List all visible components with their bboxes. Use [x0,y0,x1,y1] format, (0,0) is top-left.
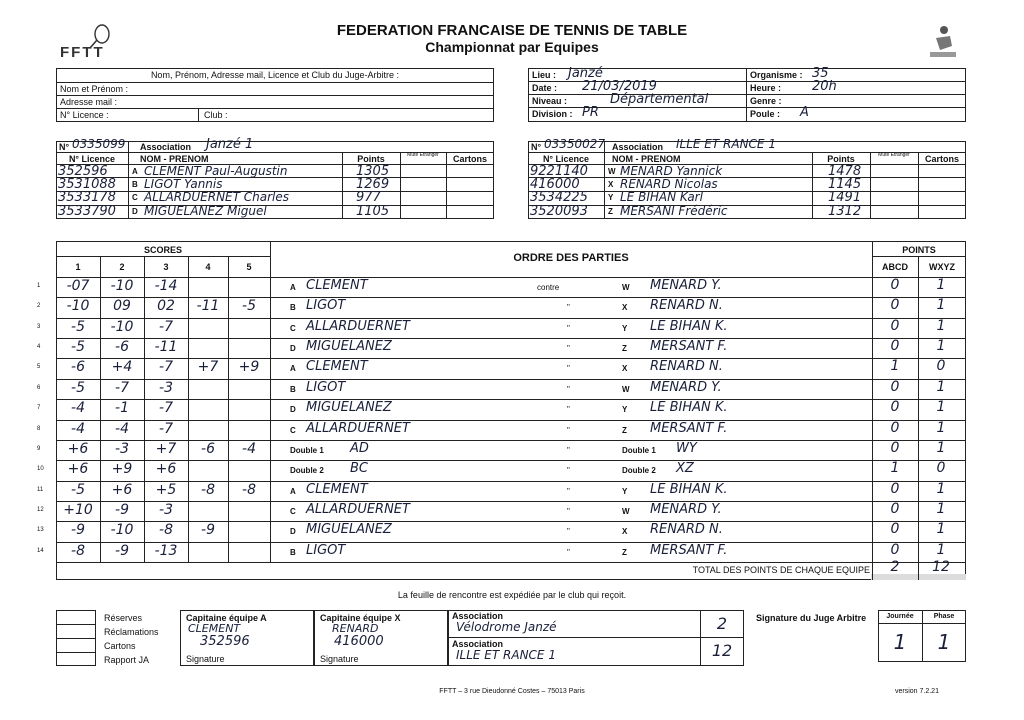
set-score: -5 [242,298,256,315]
team-x-cartons-header: Cartons [924,154,959,164]
player-a-name: AD [350,440,369,456]
player-a-name: ALLARDUERNET [306,501,410,517]
captain-a-name: CLEMENT [188,622,241,635]
set-header: 3 [163,262,169,272]
set-score: -6 [115,339,129,356]
set-score: +10 [63,501,93,518]
assoc-a-name: Vélodrome Janzé [456,620,557,634]
set-score: +9 [111,461,133,478]
contre-label: " [567,364,570,374]
poule-value: A [800,105,809,120]
set-score: -6 [71,359,85,376]
team-x-no-label: N° [531,142,542,152]
set-score: -1 [115,400,129,417]
player-name: LE BIHAN Karl [620,190,703,204]
assoc-x-name: ILLE ET RANCE 1 [456,648,556,662]
player-x-name: LE BIHAN K. [650,400,728,416]
player-a-letter: D [290,344,296,354]
player-points: 1312 [828,204,862,219]
player-points: 1269 [356,177,390,192]
player-x-letter: Z [622,344,627,354]
player-a-letter: B [290,303,296,313]
player-points: 1145 [828,177,862,192]
reserves-label: Réserves [104,613,143,623]
set-score: -8 [159,522,173,539]
set-score: 09 [113,298,131,315]
phase-value: 1 [937,630,951,654]
contre-label: " [567,527,570,537]
set-score: +6 [67,461,89,478]
set-score: -9 [201,522,215,539]
row-number: 14 [37,547,44,554]
set-score: -7 [159,359,173,376]
player-x-name: RENARD N. [650,359,723,375]
team-a-no-label: N° [59,142,70,152]
contre-label: " [567,344,570,354]
player-a-letter: B [290,384,296,394]
player-letter: C [132,193,138,202]
points-wxyz: 1 [936,317,946,334]
fftt-logo [56,20,126,62]
set-score: +6 [111,481,133,498]
captain-a-licence: 352596 [200,634,250,649]
player-a-name: LIGOT [306,298,346,314]
captain-x-name: RENARD [332,622,379,635]
player-a-name: BC [350,461,368,477]
rapport-label: Rapport JA [104,655,150,665]
points-wxyz: 0 [936,460,946,477]
row-number: 5 [37,364,41,371]
assoc-x-label: Association [452,639,504,649]
player-x-letter: Z [622,425,627,435]
player-name: MERSANI Frédéric [620,204,728,218]
set-score: -3 [159,379,173,396]
player-x-letter: Double 2 [622,466,656,476]
set-score: -10 [66,298,90,315]
licence: 3533790 [58,204,116,219]
points-wxyz: 1 [936,541,946,558]
points-wxyz: 1 [936,338,946,355]
set-score: -5 [71,318,85,335]
row-number: 10 [37,466,44,473]
points-wxyz: 1 [936,500,946,517]
captain-x-label: Capitaine équipe X [320,613,401,623]
team-x-mute-header: Muté Etranger [878,152,910,158]
team-x-licence-header: N° Licence [542,154,590,164]
player-points: 1305 [356,164,390,179]
date-value: 21/03/2019 [582,79,657,94]
team-x-assoc-label: Association [612,142,664,152]
licence: 3533178 [58,190,116,205]
set-score: +7 [155,440,177,457]
player-x-name: MENARD Y. [650,379,722,395]
team-x-number: 03350027 [544,137,606,151]
player-a-name: CLEMENT [306,359,368,375]
player-a-letter: D [290,527,296,537]
player-a-letter: C [290,506,296,516]
player-x-name: LE BIHAN K. [650,481,728,497]
set-score: -4 [242,440,256,457]
set-score: -5 [71,339,85,356]
player-a-letter: A [290,486,296,496]
player-x-name: MERSANT F. [650,339,728,355]
set-score: -6 [201,440,215,457]
set-score: -5 [71,379,85,396]
set-score: -13 [154,542,178,559]
set-header: 4 [205,262,211,272]
licence: 9221140 [530,164,588,179]
licence: 3534225 [530,190,588,205]
player-a-letter: B [290,547,296,557]
points-wxyz: 1 [936,399,946,416]
genre-label: Genre : [750,96,782,106]
player-a-letter: A [290,364,296,374]
contre-label: " [567,384,570,394]
player-a-letter: A [290,283,296,292]
player-a-name: LIGOT [306,379,346,395]
contre-label: " [567,323,570,333]
player-x-name: RENARD N. [650,522,723,538]
set-score: -8 [242,481,256,498]
row-number: 3 [37,323,41,330]
points-title: POINTS [902,245,936,255]
set-score: +7 [197,359,219,376]
row-number: 7 [37,405,41,412]
set-score: +5 [155,481,177,498]
player-a-name: ALLARDUERNET [306,318,410,334]
points-abcd: 0 [890,541,900,558]
total-x: 12 [932,559,950,575]
set-score: -10 [110,522,134,539]
set-score: -7 [159,400,173,417]
row-number: 9 [37,445,41,452]
referee-title: Nom, Prénom, Adresse mail, Licence et Club du Juge-Arbitre : [150,70,400,80]
journee-value: 1 [893,630,907,654]
contre-label: " [567,405,570,415]
player-letter: D [132,207,138,216]
player-name: MENARD Yannick [620,164,723,178]
journee-label: Journée [886,613,914,620]
set-score: -14 [154,278,178,294]
player-x-letter: X [622,364,628,374]
row-number: 13 [37,527,44,534]
set-score: -9 [115,501,129,518]
assoc-a-label: Association [452,611,504,621]
federation-title: FEDERATION FRANCAISE DE TENNIS DE TABLE [336,22,688,39]
player-x-name: LE BIHAN K. [650,318,728,334]
player-a-name: MIGUELANEZ [306,400,392,416]
points-wxyz: 1 [936,419,946,436]
set-score: -5 [71,481,85,498]
set-score: +4 [111,359,133,376]
team-a-number: 0335099 [72,137,126,151]
points-abcd: 0 [890,399,900,416]
footer-address: FFTT – 3 rue Dieudonné Costes – 75013 Paris [439,688,585,695]
licence: 416000 [530,177,580,192]
row-number: 8 [37,425,41,432]
points-wxyz: 1 [936,378,946,395]
contre-label: " [567,486,570,496]
player-points: 1491 [828,190,862,205]
points-wxyz: 0 [936,358,946,375]
phase-label: Phase [933,613,955,620]
player-name: MIGUELANEZ Miguel [144,204,267,218]
set-score: 02 [157,298,175,315]
player-a-letter: C [290,425,296,435]
points-abcd: 0 [890,317,900,334]
points-wxyz: 1 [936,480,946,497]
points-abcd: 0 [890,480,900,497]
page-subtitle: Championnat par Equipes [425,39,599,55]
score-x: 12 [711,641,733,660]
player-points: 1105 [356,204,390,219]
player-a-letter: D [290,405,296,415]
points-abcd: 0 [890,500,900,517]
referee-name-label: Nom et Prénom : [60,84,129,94]
set-score: -10 [110,318,134,335]
team-a-mute-header: Muté Etranger [407,152,439,158]
points-abcd: 0 [890,277,900,293]
licence: 352596 [58,164,108,179]
points-abcd: 1 [890,460,900,477]
row-number: 4 [37,344,41,351]
player-x-letter: Y [622,405,628,415]
player-x-name: WY [676,440,697,456]
contre-label: " [567,506,570,516]
row-number: 6 [37,384,41,391]
abcd-header: ABCD [882,262,908,272]
version-label: version 7.2.21 [895,688,939,695]
player-letter: Y [608,193,614,202]
player-x-letter: X [622,303,628,313]
team-x-name-header: NOM - PRENOM [612,154,681,164]
points-wxyz: 1 [936,277,946,293]
player-name: LIGOT Yannis [144,177,223,191]
set-score: -4 [71,400,85,417]
contre-label: " [567,466,570,476]
set-header: 5 [246,262,252,272]
logo-text: FFTT [60,44,105,61]
order-title: ORDRE DES PARTIES [513,252,629,264]
heure-value: 20h [812,79,837,94]
set-score: -3 [159,501,173,518]
player-a-name: ALLARDUERNET [306,420,410,436]
wxyz-header: WXYZ [929,262,955,272]
set-header: 1 [75,262,81,272]
contre-label: " [567,425,570,435]
niveau-label: Niveau : [532,96,568,106]
player-letter: W [608,167,616,176]
player-a-letter: Double 1 [290,445,324,455]
points-wxyz: 1 [936,439,946,456]
player-icon [922,20,962,60]
player-letter: Z [608,207,613,216]
set-score: -9 [71,522,85,539]
captain-x-licence: 416000 [334,634,384,649]
captain-a-signature-label: Signature [186,654,225,664]
row-number: 11 [37,486,44,493]
set-score: -9 [115,542,129,559]
player-x-name: MERSANT F. [650,420,728,436]
set-score: +9 [238,359,260,376]
team-x-points-header: Points [827,154,855,164]
referee-mail-label: Adresse mail : [60,97,118,107]
licence: 3531088 [58,177,116,192]
player-x-letter: W [622,283,630,292]
player-x-letter: X [622,527,628,537]
team-a-name-header: NOM - PRENOM [140,154,209,164]
player-a-name: CLEMENT [306,481,368,497]
poule-label: Poule : [750,109,781,119]
player-x-letter: W [622,506,630,516]
points-abcd: 1 [890,358,900,375]
referee-club-label: Club : [204,110,228,120]
player-letter: A [132,167,138,176]
set-score: -10 [110,278,134,294]
set-score: -7 [159,318,173,335]
player-x-letter: Y [622,323,628,333]
team-a-assoc-label: Association [140,142,192,152]
set-score: +6 [155,461,177,478]
organisme-value: 35 [812,66,829,81]
team-a-assoc: Janzé 1 [206,137,254,152]
set-header: 2 [119,262,125,272]
total-a: 2 [890,559,900,575]
points-abcd: 0 [890,439,900,456]
division-label: Division : [532,109,573,119]
player-x-name: MERSANT F. [650,542,728,558]
points-abcd: 0 [890,521,900,538]
contre-label: contre [537,283,560,292]
heure-label: Heure : [750,83,782,93]
set-score: -11 [154,339,178,356]
ja-signature-label: Signature du Juge Arbitre [756,613,867,623]
player-x-letter: Y [622,486,628,496]
division-value: PR [582,105,599,120]
set-score: -7 [159,420,173,437]
player-name: CLEMENT Paul-Augustin [144,164,288,178]
reclamations-label: Réclamations [104,627,159,637]
captain-x-signature-label: Signature [320,654,359,664]
footer-note: La feuille de rencontre est expédiée par le club qui reçoit. [397,590,627,600]
player-a-name: CLEMENT [306,278,368,293]
points-wxyz: 1 [936,521,946,538]
points-abcd: 0 [890,378,900,395]
row-number: 1 [37,283,41,289]
player-x-letter: W [622,384,630,394]
player-points: 1478 [828,164,862,179]
score-a: 2 [716,614,728,633]
player-x-name: XZ [676,461,694,477]
cartons-label: Cartons [104,641,136,651]
player-name: RENARD Nicolas [620,177,718,191]
lieu-label: Lieu : [532,70,556,80]
organisme-label: Organisme : [750,70,803,80]
set-score: -4 [71,420,85,437]
points-abcd: 0 [890,297,900,314]
team-a-points-header: Points [357,154,385,164]
player-a-name: MIGUELANEZ [306,339,392,355]
set-score: -11 [196,298,220,315]
row-number: 2 [37,303,41,310]
contre-label: " [567,303,570,313]
player-x-letter: Double 1 [622,445,656,455]
player-x-name: RENARD N. [650,298,723,314]
date-label: Date : [532,83,558,93]
player-name: ALLARDUERNET Charles [144,190,290,204]
team-a-licence-header: N° Licence [68,154,116,164]
player-a-letter: C [290,323,296,333]
row-number: 12 [37,506,44,513]
team-a-cartons-header: Cartons [452,154,487,164]
team-x-assoc: ILLE ET RANCE 1 [676,137,776,151]
player-a-name: MIGUELANEZ [306,522,392,538]
referee-licence-label: N° Licence : [60,110,109,120]
points-wxyz: 1 [936,297,946,314]
licence: 3520093 [530,204,588,219]
player-x-name: MENARD Y. [650,501,722,517]
lieu-value: Janzé [568,66,603,81]
player-points: 977 [356,190,381,205]
player-a-name: LIGOT [306,542,346,558]
set-score: -7 [115,379,129,396]
set-score: -8 [201,481,215,498]
set-score: -8 [71,542,85,559]
federation-seal [922,20,962,60]
player-x-name: MENARD Y. [650,278,722,293]
total-label: TOTAL DES POINTS DE CHAQUE EQUIPE [692,565,870,575]
niveau-value: Départemental [610,92,709,107]
player-x-letter: Z [622,547,627,557]
captain-a-label: Capitaine équipe A [186,613,267,623]
scores-title: SCORES [143,245,182,255]
contre-label: " [567,547,570,557]
contre-label: " [567,445,570,455]
set-score: -07 [66,278,90,294]
player-letter: B [132,180,138,189]
set-score: +6 [67,440,89,457]
player-letter: X [608,180,614,189]
points-abcd: 0 [890,338,900,355]
points-abcd: 0 [890,419,900,436]
set-score: -4 [115,420,129,437]
set-score: -3 [115,440,129,457]
player-a-letter: Double 2 [290,466,324,476]
